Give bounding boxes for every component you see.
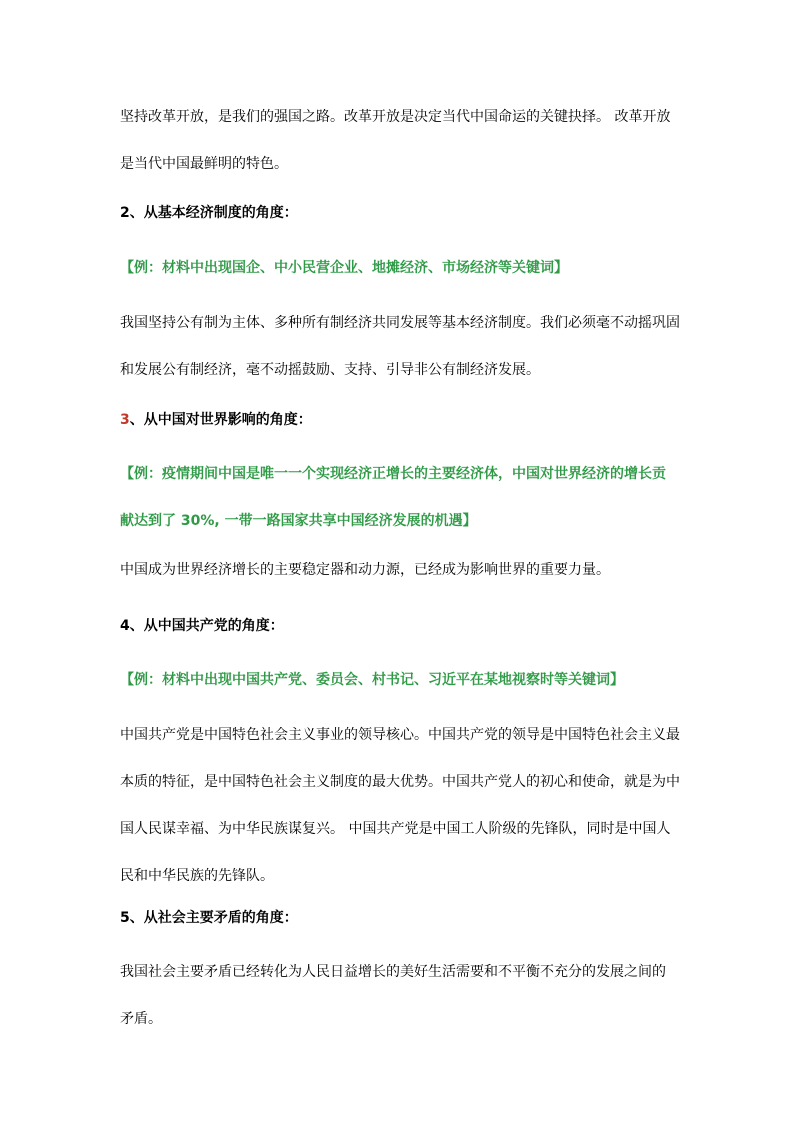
paragraph-line: 坚持改革开放，是我们的强国之路。改革开放是决定当代中国命运的关键抉择。 改革开放 [120,109,671,125]
example-line: 【例：材料中出现中国共产党、委员会、村书记、习近平在某地视察时等关键词】 [120,672,624,688]
heading-basic-economic-system [120,201,680,225]
paragraph-line: 矛盾。 [120,1011,162,1027]
example-basic-economic-system [120,256,680,280]
example-line: 献达到了 30%, 一带一路国家共享中国经济发展的机遇】 [120,513,477,529]
paragraph-reform-opening [120,105,680,176]
heading-number: 2 [120,205,130,221]
paragraph-line: 和发展公有制经济，毫不动摇鼓励、支持、引导非公有制经济发展。 [120,362,540,378]
paragraph-line: 我国坚持公有制为主体、多种所有制经济共同发展等基本经济制度。我们必须毫不动摇巩固 [120,315,680,331]
paragraph-world-influence [120,558,680,582]
example-line: 【例：疫情期间中国是唯一一个实现经济正增长的主要经济体，中国对世界经济的增长贡 [120,466,666,482]
paragraph-line: 本质的特征，是中国特色社会主义制度的最大优势。中国共产党人的初心和使命，就是为中 [120,774,680,790]
heading-text: 、从中国共产党的角度： [129,618,284,634]
paragraph-line: 是当代中国最鲜明的特色。 [120,156,288,172]
heading-number: 5 [120,910,130,926]
paragraph-social-contradiction [120,960,680,1031]
example-world-influence [120,462,680,533]
paragraph-communist-party [120,723,680,888]
paragraph-line: 中国成为世界经济增长的主要稳定器和动力源，已经成为影响世界的重要力量。 [120,562,610,578]
heading-text: 、从中国对世界影响的角度： [129,412,312,428]
paragraph-line: 民和中华民族的先锋队。 [120,868,274,884]
paragraph-line: 国人民谋幸福、为中华民族谋复兴。 中国共产党是中国工人阶级的先锋队，同时是中国人 [120,821,671,837]
heading-number: 3 [120,412,130,428]
paragraph-line: 我国社会主要矛盾已经转化为人民日益增长的美好生活需要和不平衡不充分的发展之间的 [120,964,666,980]
heading-communist-party [120,614,680,638]
example-line: 【例：材料中出现国企、中小民营企业、地摊经济、市场经济等关键词】 [120,260,568,276]
heading-number: 4 [120,618,130,634]
heading-social-contradiction [120,906,680,930]
heading-world-influence [120,408,680,432]
paragraph-basic-economic-system [120,311,680,382]
heading-text: 、从基本经济制度的角度： [129,205,298,221]
example-communist-party [120,668,680,692]
heading-text: 、从社会主要矛盾的角度： [129,910,298,926]
paragraph-line: 中国共产党是中国特色社会主义事业的领导核心。中国共产党的领导是中国特色社会主义最 [120,727,680,743]
